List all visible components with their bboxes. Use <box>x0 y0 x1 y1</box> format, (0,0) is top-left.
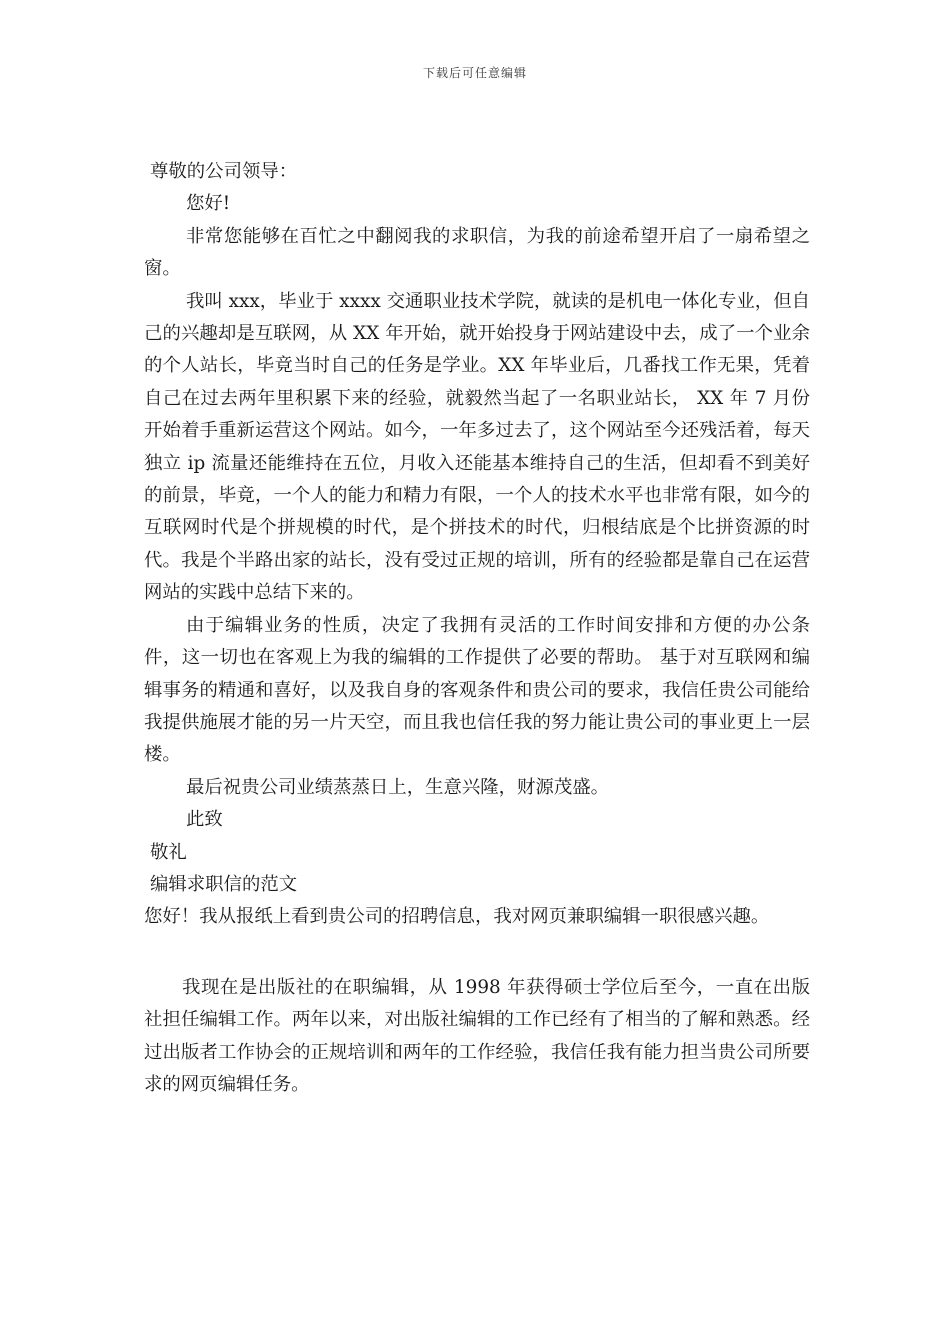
sample-title: 编辑求职信的范文 <box>150 873 298 895</box>
paragraph-motivation: 由于编辑业务的性质，决定了我拥有灵活的工作时间安排和方便的办公条件，这一切也在客观上为我的编辑的工作提供了必要的帮助。 基于对互联网和编辑事务的精通和喜好，以及我自身的客观条件和贵公司的要求，我信任贵公司能给我提供施展才能的另一片天空，而且我也信任我的努力能让贵公司的事业更上一层楼。 <box>144 614 810 766</box>
paragraph-wishes: 最后祝贵公司业绩蒸蒸日上，生意兴隆，财源茂盛。 <box>186 776 609 798</box>
closing-regards: 此致 <box>186 809 223 831</box>
greeting: 您好! <box>186 193 231 215</box>
sample-intro: 您好！我从报纸上看到贵公司的招聘信息，我对网页兼职编辑一职很感兴趣。 <box>144 906 770 928</box>
paragraph-background: 我叫 xxx，毕业于 xxxx 交通职业技术学院，就读的是机电一体化专业，但自己的兴趣却是互联网，从 XX 年开始，就开始投身于网站建设中去，成了一个业余的个人站长，毕竟当时自己的任务是学业。XX 年毕业后，几番找工作无果，凭着自己在过去两年里积累下来的经验，就毅然当起了一名职业站长， XX 年 7 月份开始着手重新运营这个网站。如今，一年多过去了，这个网站至今还残活着，每天独立 ip 流量还能维持在五位，月收入还能基本维持自己的生活，但却看不到美好的前景，毕竟，一个人的能力和精力有限，一个人的技术水平也非常有限，如今的互联网时代是个拼规模的时代，是个拼技术的时代，归根结底是个比拼资源的时代。我是个半路出家的站长，没有受过正规的培训，所有的经验都是靠自己在运营网站的实践中总结下来的。 <box>144 290 810 604</box>
document-body <box>144 156 810 1101</box>
sample-paragraph: 我现在是出版社的在职编辑，从 1998 年获得硕士学位后至今，一直在出版社担任编辑工作。两年以来，对出版社编辑的工作已经有了相当的了解和熟悉。经过出版者工作协会的正规培训和两年的工作经验，我信任我有能力担当贵公司所要求的网页编辑任务。 <box>144 976 810 1095</box>
page-header-note: 下载后可任意编辑 <box>422 66 527 80</box>
paragraph-opening: 非常您能够在百忙之中翻阅我的求职信，为我的前途希望开启了一扇希望之窗。 <box>144 225 810 280</box>
salutation: 尊敬的公司领导： <box>150 161 298 182</box>
paragraph-gap <box>144 934 810 972</box>
closing-salute: 敬礼 <box>150 841 187 863</box>
